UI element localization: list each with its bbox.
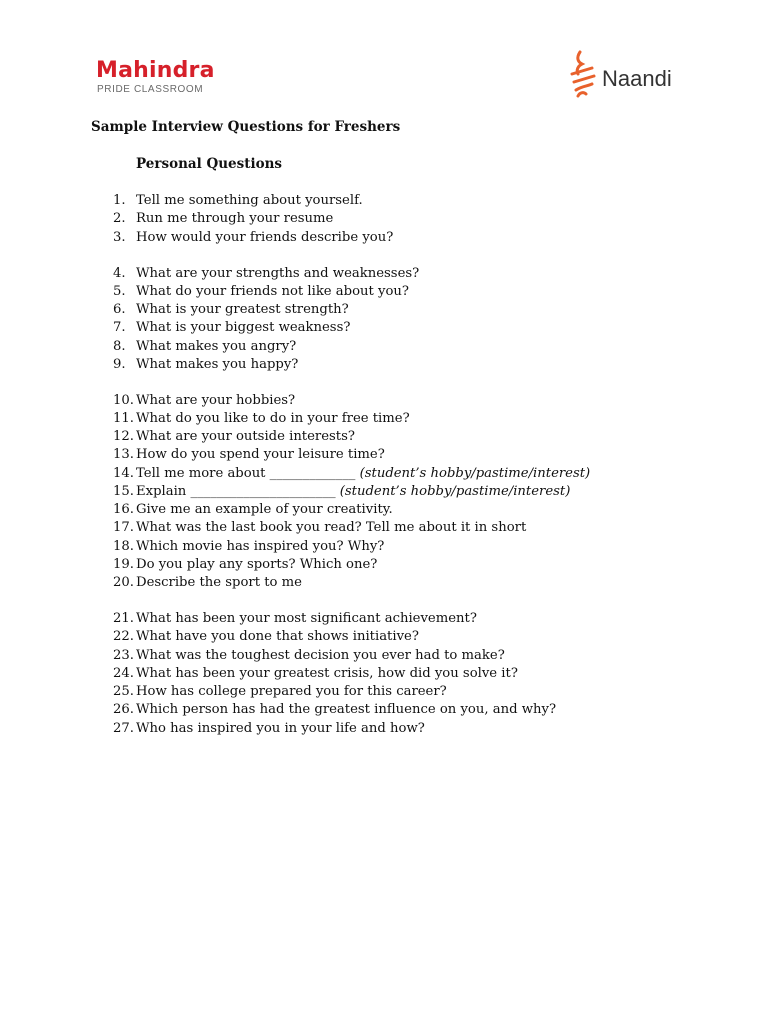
question-main-text: What do you like to do in your free time? [136, 411, 410, 426]
question-main-text: Which movie has inspired you? Why? [136, 539, 385, 554]
list-item [113, 665, 518, 683]
section-heading: Personal Questions [136, 156, 283, 172]
list-item [113, 410, 410, 428]
question-main-text: What makes you angry? [136, 339, 297, 354]
question-text [136, 338, 296, 356]
question-text [136, 665, 518, 683]
question-text [136, 392, 295, 410]
question-main-text: What are your hobbies? [136, 393, 296, 408]
question-text [136, 428, 355, 446]
question-main-text: What has been your greatest crisis, how did you solve it? [136, 666, 518, 681]
question-text [136, 192, 363, 210]
question-main-text: Which person has had the greatest influence on you, and why? [136, 702, 557, 717]
question-text [136, 610, 477, 628]
question-number: 23. [113, 648, 134, 663]
question-number: 25. [113, 684, 134, 699]
question-text [136, 556, 377, 574]
question-main-text: What have you done that shows initiative? [136, 629, 419, 644]
question-main-text: Who has inspired you in your life and how? [136, 721, 425, 736]
mahindra-pride-classroom-logo [92, 48, 226, 102]
question-main-text: What is your biggest weakness? [136, 320, 351, 335]
list-item [113, 210, 334, 228]
question-main-text: How do you spend your leisure time? [136, 447, 385, 462]
question-number: 18. [113, 539, 134, 554]
question-text [136, 538, 384, 556]
question-main-text: Give me an example of your creativity. [136, 502, 393, 517]
question-text [136, 356, 298, 374]
list-item [113, 265, 420, 283]
question-main-text: Run me through your resume [136, 211, 334, 226]
list-item [113, 483, 571, 501]
question-text [136, 319, 350, 337]
list-item [113, 720, 425, 738]
question-main-text: What was the last book you read? Tell me about it in short [136, 520, 527, 535]
question-main-text: What makes you happy? [136, 357, 299, 372]
question-number: 2. [113, 211, 126, 226]
question-number: 17. [113, 520, 134, 535]
question-text [136, 501, 393, 519]
question-note: (student’s hobby/pastime/interest) [339, 484, 571, 499]
question-number: 7. [113, 320, 126, 335]
question-text [136, 574, 302, 592]
list-item [113, 338, 297, 356]
mahindra-logo-text: Mahindra [96, 58, 215, 83]
question-text [136, 410, 410, 428]
question-number: 10. [113, 393, 134, 408]
question-main-text: What do your friends not like about you? [136, 284, 409, 299]
question-number: 11. [113, 411, 134, 426]
list-item [113, 446, 385, 464]
list-item [113, 428, 355, 446]
question-text [136, 519, 526, 537]
list-item [113, 283, 409, 301]
naandi-logo [566, 46, 676, 106]
question-number: 24. [113, 666, 134, 681]
question-main-text: What was the toughest decision you ever had to make? [136, 648, 505, 663]
pride-classroom-logo-text: PRIDE CLASSROOM [97, 84, 204, 95]
question-main-text: Tell me something about yourself. [136, 193, 363, 208]
question-number: 3. [113, 230, 126, 245]
question-number: 19. [113, 557, 134, 572]
list-item [113, 392, 296, 410]
question-text [136, 229, 393, 247]
list-item [113, 574, 302, 592]
question-number: 27. [113, 721, 134, 736]
question-text [136, 701, 556, 719]
list-item [113, 192, 363, 210]
question-text [136, 647, 505, 665]
question-main-text: How would your friends describe you? [136, 230, 394, 245]
question-main-text: What are your strengths and weaknesses? [136, 266, 420, 281]
document-title: Sample Interview Questions for Freshers [91, 119, 401, 135]
list-item [113, 683, 447, 701]
list-item [113, 628, 419, 646]
question-main-text: Do you play any sports? Which one? [136, 557, 378, 572]
question-text [136, 301, 349, 319]
list-item [113, 519, 527, 537]
question-number: 9. [113, 357, 126, 372]
question-number: 21. [113, 611, 134, 626]
question-main-text: How has college prepared you for this career? [136, 684, 447, 699]
question-number: 12. [113, 429, 134, 444]
question-number: 16. [113, 502, 134, 517]
question-main-text: What are your outside interests? [136, 429, 355, 444]
list-item [113, 701, 557, 719]
list-item [113, 610, 477, 628]
question-number: 26. [113, 702, 134, 717]
question-number: 6. [113, 302, 126, 317]
question-text [136, 283, 409, 301]
question-number: 4. [113, 266, 126, 281]
question-number: 14. [113, 466, 134, 481]
question-number: 22. [113, 629, 134, 644]
question-number: 15. [113, 484, 134, 499]
question-number: 5. [113, 284, 126, 299]
question-text [136, 465, 590, 483]
list-item [113, 647, 505, 665]
question-text [136, 683, 447, 701]
question-text [136, 210, 333, 228]
list-item [113, 229, 394, 247]
question-number: 1. [113, 193, 126, 208]
list-item [113, 501, 393, 519]
question-number: 20. [113, 575, 134, 590]
question-main-text: Describe the sport to me [136, 575, 302, 590]
question-main-text: What has been your most significant achievement? [136, 611, 477, 626]
question-number: 8. [113, 339, 126, 354]
list-item [113, 319, 351, 337]
list-item [113, 465, 591, 483]
question-main-text: What is your greatest strength? [136, 302, 349, 317]
list-item [113, 301, 349, 319]
question-main-text: Explain ______________________ [136, 484, 336, 499]
flame-figure-icon [566, 46, 602, 104]
question-text [136, 265, 419, 283]
question-text [136, 720, 425, 738]
question-text [136, 628, 419, 646]
question-text [136, 446, 385, 464]
naandi-logo-text: Naandi [602, 66, 672, 91]
list-item [113, 356, 299, 374]
list-item [113, 556, 378, 574]
question-text [136, 483, 570, 501]
list-item [113, 538, 385, 556]
question-number: 13. [113, 447, 134, 462]
question-main-text: Tell me more about _____________ [136, 466, 356, 481]
question-note: (student’s hobby/pastime/interest) [359, 466, 591, 481]
